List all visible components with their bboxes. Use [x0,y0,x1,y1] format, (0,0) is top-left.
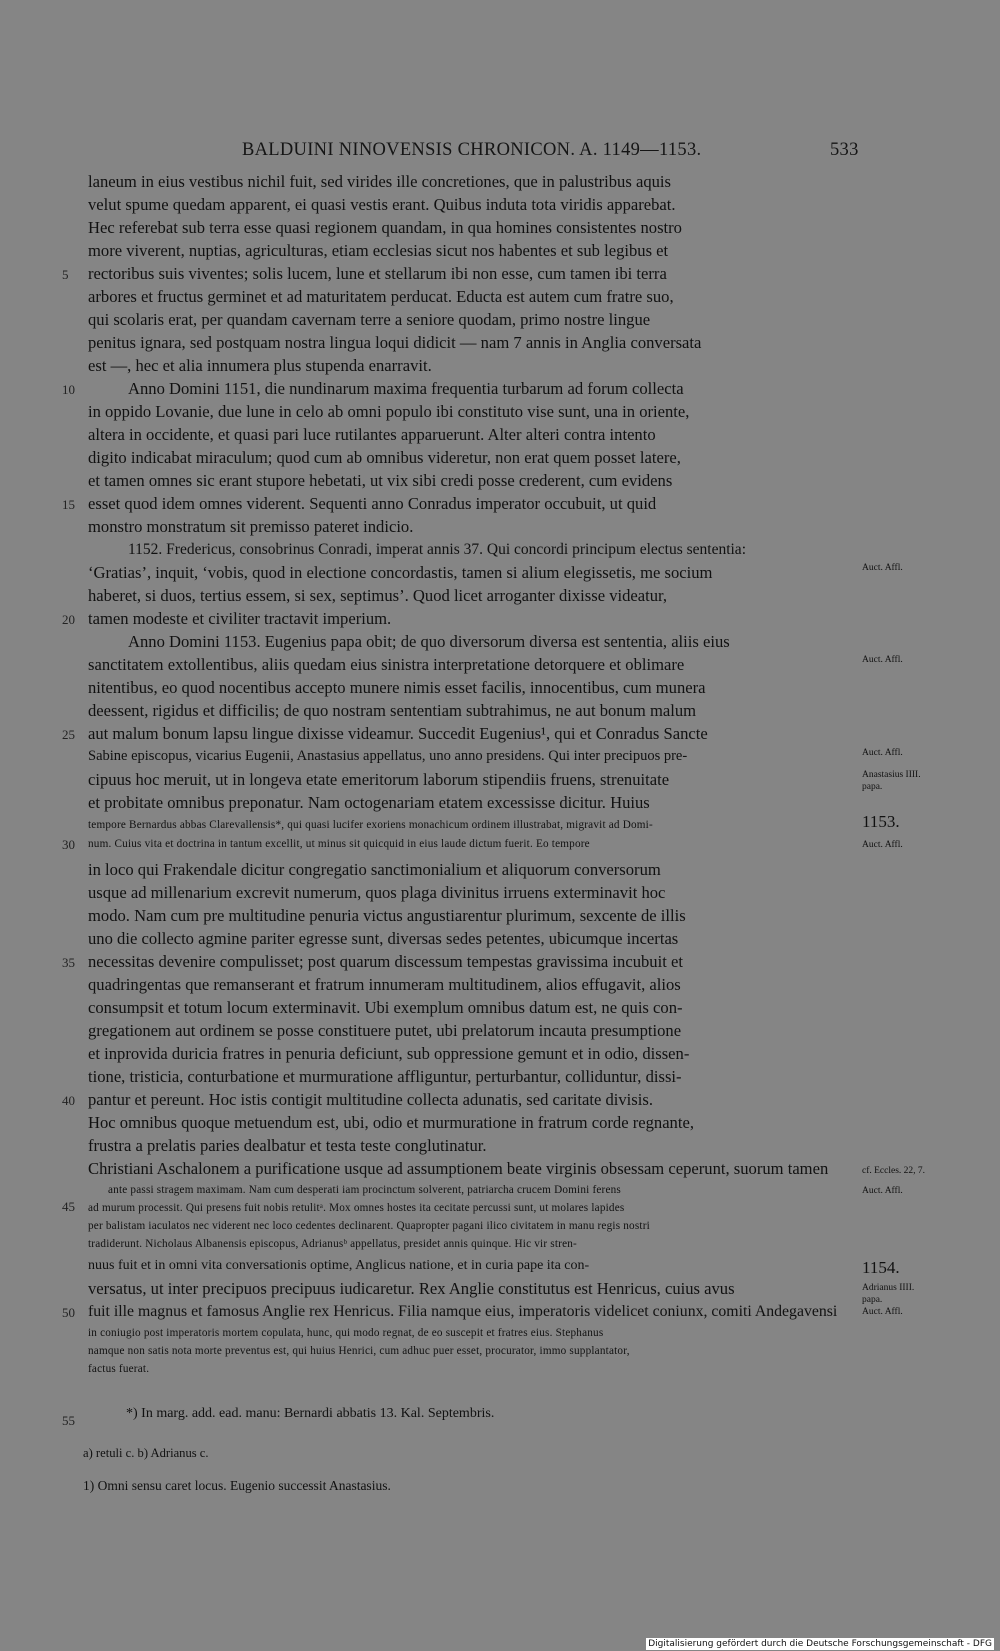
body-line: Hec referebat sub terra esse quasi regionem quandam, in qua homines consistentes nostro [88,218,682,237]
body-line: haberet, si duos, tertius essem, si sex, septimus’. Quod licet arroganter dixisse videatur, [88,586,668,605]
footnote-1: 1) Omni sensu caret locus. Eugenio successit Anastasius. [83,1478,391,1493]
line-number: 15 [62,497,75,512]
body-line: consumpsit et totum locum exterminavit. Ubi exemplum omnibus datum est, ne quis con- [88,998,683,1017]
body-line: nitentibus, eo quod nocentibus accepto munere nimis esset facilis, innocentibus, cum munera [88,678,706,697]
body-line: penitus ignara, sed postquam nostra lingua loqui didicit — nam 7 annis in Anglia conversata [88,333,702,352]
margin-year: 1154. [862,1258,900,1277]
body-line: in oppido Lovanie, due lune in celo ab omni populo ibi constituto vise sunt, una in oriente, [88,402,690,421]
body-line: tione, tristicia, conturbatione et murmuratione affliguntur, perturbantur, colliduntur, dissi- [88,1067,682,1086]
body-line: gregationem aut ordinem se posse constituere putet, ubi prelatorum incauta presumptione [88,1021,682,1040]
body-line: versatus, ut inter precipuos precipuus iudicaretur. Rex Anglie constitutus est Henricus, cuius avus [88,1279,735,1298]
body-line: aut malum bonum lapsu lingue dixisse videamur. Succedit Eugenius¹, qui et Conradus Sancte [88,724,708,743]
margin-note: papa. [862,1295,883,1305]
line-number: 25 [62,727,75,742]
line-number: 40 [62,1093,75,1108]
body-line: et inprovida duricia fratres in penuria deficiunt, sub oppressione gemunt et in odio, dissen- [88,1044,690,1063]
margin-note: papa. [862,782,883,792]
margin-note: Auct. Affl. [862,563,903,573]
body-line: digito indicabat miraculum; quod cum ab omnibus videretur, non erat quem posset latere, [88,448,681,467]
footnote-text-notes: a) retuli c. b) Adrianus c. [83,1446,209,1460]
margin-year: 1153. [862,812,900,831]
body-line: tradiderunt. Nicholaus Albanensis episcopus, Adrianusᵇ appellatus, presidet annis quinque. Hic vir stren- [88,1238,577,1250]
body-line: frustra a prelatis paries dealbatur et testa teste conglutinatur. [88,1136,487,1155]
page-number: 533 [830,140,859,160]
line-number: 30 [62,837,75,852]
line-number: 35 [62,955,75,970]
body-line: monstro monstratum sit premisso pateret indicio. [88,517,414,536]
line-number: 50 [62,1305,75,1320]
body-line: Christiani Aschalonem a purificatione usque ad assumptionem beate virginis obsessam ceperunt, suorum tamen [88,1159,829,1178]
body-line: deessent, rigidus et difficilis; de quo nostram sententiam subtrahimus, ne aut bonum malum [88,701,697,720]
digitization-credit: Digitalisierung gefördert durch die Deutsche Forschungsgemeinschaft - DFG [648,1639,992,1649]
body-line: et probitate omnibus preponatur. Nam octogenariam etatem excessisse dicitur. Huius [88,793,650,812]
body-line: tempore Bernardus abbas Clarevallensis*, qui quasi lucifer exoriens monachicum ordinem illustrabat, migravit ad Domi- [88,819,653,831]
body-line: arbores et fructus germinet et ad maturitatem perducat. Educta est autem cum fratre suo, [88,287,674,306]
margin-note: Anastasius IIII. [862,770,921,780]
body-line: pantur et pereunt. Hoc istis contigit multitudine collecta adunatis, sed caritate divisis. [88,1090,653,1109]
body-line: namque non satis nota morte preventus est, qui huius Henrici, cum adhuc puer esset, procurator, immo supplantator, [88,1345,630,1357]
body-line: laneum in eius vestibus nichil fuit, sed virides ille concretiones, que in palustribus aquis [88,172,671,191]
body-line: rectoribus suis viventes; solis lucem, lune et stellarum ibi non esse, cum tamen ibi terra [88,264,667,283]
body-line: est —, hec et alia innumera plus stupenda enarravit. [88,356,432,375]
body-line: num. Cuius vita et doctrina in tantum excellit, ut minus sit quicquid in eius laude dictum fuerit. Eo tempore [88,838,590,850]
body-line: quadringentas que remanserant et fratrum innumeram multitudinem, alios effugavit, alios [88,975,681,994]
body-line: modo. Nam cum pre multitudine penuria victus angustiarentur plurimum, sexcente de illis [88,906,686,925]
body-line: in coniugio post imperatoris mortem copulata, hunc, qui modo regnat, de eo suscepit et fratres eius. Stephanus [88,1327,604,1339]
margin-note: cf. Eccles. 22, 7. [862,1166,926,1176]
body-line: Anno Domini 1153. Eugenius papa obit; de quo diversorum diversa est sententia, aliis eius [128,632,730,651]
body-line: et tamen omnes sic erant stupore hebetati, ut vix sibi credi posse crederent, cum evidens [88,471,673,490]
body-line: nuus fuit et in omni vita conversationis optime, Anglicus natione, et in curia pape ita con- [88,1258,590,1273]
body-line: ‘Gratias’, inquit, ‘vobis, quod in electione concordastis, tamen si alium elegissetis, me socium [88,563,713,582]
body-line: fuit ille magnus et famosus Anglie rex Henricus. Filia namque eius, imperatoris videlicet coniunx, comiti Andegavensi [88,1303,838,1320]
body-line: Anno Domini 1151, die nundinarum maxima frequentia turbarum ad forum collecta [128,379,684,398]
margin-note: Auct. Affl. [862,748,903,758]
margin-note: Auct. Affl. [862,1307,903,1317]
body-line: tamen modeste et civiliter tractavit imperium. [88,609,392,628]
margin-note: Auct. Affl. [862,655,903,665]
body-line: uno die collecto agmine pariter egresse sunt, diversas sedes petentes, ubicumque incertas [88,929,679,948]
body-line: qui scolaris erat, per quandam cavernam terre a seniore quodam, primo nostre lingue [88,310,651,329]
running-title: BALDUINI NINOVENSIS CHRONICON. A. 1149—1153. [242,140,702,160]
body-line: Hoc omnibus quoque metuendum est, ubi, odio et murmuratione in fratrum corde regnante, [88,1113,694,1132]
body-line: cipuus hoc meruit, ut in longeva etate emeritorum laborum stipendiis fruens, strenuitate [88,770,670,789]
body-line: factus fuerat. [88,1363,150,1375]
body-line: altera in occidente, et quasi pari luce rutilantes apparuerunt. Alter alteri contra intento [88,425,656,444]
body-line: in loco qui Frakendale dicitur congregatio sanctimonialium et aliquorum conversorum [88,860,661,879]
body-line: sanctitatem extollentibus, aliis quedam eius sinistra interpretatione detorquere et oblimare [88,655,685,674]
body-line: necessitas devenire compulisset; post quarum discessum tempestas gravissima incubuit et [88,952,683,971]
line-number: 10 [62,382,75,397]
body-line: velut spume quedam apparent, ei quasi vestis erant. Quibus induta tota viridis apparebat. [88,195,676,214]
line-number: 55 [62,1413,75,1428]
margin-note: Auct. Affl. [862,840,903,850]
line-number: 45 [62,1199,75,1214]
margin-note: Adrianus IIII. [862,1283,915,1293]
body-line: esset quod idem omnes viderent. Sequenti anno Conradus imperator occubuit, ut quid [88,494,657,513]
body-line: usque ad millenarium excrevit numerum, quos plaga divinitus irruens exterminavit hoc [88,883,666,902]
body-line: ante passi stragem maximam. Nam cum desperati iam procinctum solverent, patriarcha crucem Domini ferens [108,1184,621,1196]
line-number: 5 [62,267,69,282]
body-line: 1152. Fredericus, consobrinus Conradi, imperat annis 37. Qui concordi principum electus sententia: [128,541,746,558]
line-number: 20 [62,612,75,627]
margin-note: Auct. Affl. [862,1186,903,1196]
body-line: more viverent, nuptias, agriculturas, etiam ecclesias sicut nos habentes et sub legibus et [88,241,669,260]
footnote-star: *) In marg. add. ead. manu: Bernardi abbatis 13. Kal. Septembris. [126,1406,495,1421]
body-line: Sabine episcopus, vicarius Eugenii, Anastasius appellatus, uno anno presidens. Qui inter precipuos pre- [88,748,688,764]
body-line: ad murum processit. Qui presens fuit nobis retulitᵃ. Mox omnes hostes ita cecitate percussi sunt, ut molares lapides [88,1202,625,1214]
body-line: per balistam iaculatos nec viderent nec loco cedentes declinarent. Quapropter pagani ilico civitatem in manu regis nostri [88,1220,650,1232]
